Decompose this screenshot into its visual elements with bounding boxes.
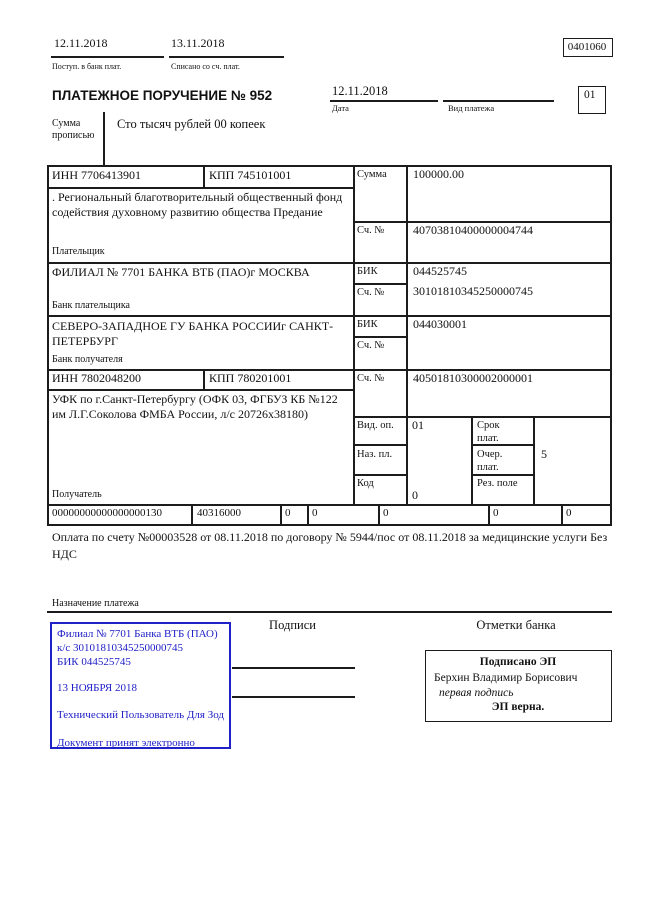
payee-bank-bik-value: 044030001 bbox=[413, 317, 467, 331]
bank-marks-label: Отметки банка bbox=[476, 618, 556, 632]
op-type-label: Вид. оп. bbox=[357, 420, 394, 431]
payee-label: Получатель bbox=[52, 489, 102, 500]
table-line bbox=[169, 56, 284, 58]
payer-bank-account-value: 30101810345250000745 bbox=[413, 284, 533, 298]
debited-date-label: Списано со сч. плат. bbox=[171, 62, 240, 71]
field-105-oktmo: 40316000 bbox=[197, 507, 241, 519]
field-106: 0 bbox=[285, 507, 291, 519]
stamp-bank-name: Филиал № 7701 Банка ВТБ (ПАО) bbox=[57, 628, 218, 640]
table-line bbox=[353, 416, 612, 418]
op-type-value: 01 bbox=[412, 418, 424, 432]
payee-kpp: КПП 780201001 bbox=[209, 371, 292, 385]
date-label: Дата bbox=[332, 103, 349, 113]
form-code-box bbox=[563, 38, 613, 57]
stamp-date: 13 НОЯБРЯ 2018 bbox=[57, 682, 138, 694]
table-line bbox=[280, 504, 282, 526]
payee-inn: ИНН 7802048200 bbox=[52, 371, 141, 385]
payer-kpp: КПП 745101001 bbox=[209, 168, 292, 182]
table-line bbox=[353, 444, 408, 446]
payer-bank-bik-label: БИК bbox=[357, 266, 378, 277]
table-line bbox=[47, 315, 612, 317]
payer-name: . Региональный благотворительный общественный фонд содействия духовному развитию общества Предание bbox=[52, 190, 343, 219]
payer-label: Плательщик bbox=[52, 246, 105, 257]
payer-bank-name: ФИЛИАЛ № 7701 БАНКА ВТБ (ПАО)г МОСКВА bbox=[52, 265, 310, 279]
purpose-text: Оплата по счету №00003528 от 08.11.2018 по договору № 5944/пос от 08.11.2018 за медицинские услуги Без НДС bbox=[52, 530, 608, 561]
priority-label: Очер. плат. bbox=[477, 449, 503, 473]
table-line bbox=[561, 504, 563, 526]
payer-account-value: 40703810400000004744 bbox=[413, 223, 533, 237]
table-line bbox=[191, 504, 193, 526]
payment-kind-label: Вид платежа bbox=[448, 103, 495, 113]
table-line bbox=[51, 56, 164, 58]
bank-stamp-box bbox=[50, 622, 231, 749]
table-line bbox=[47, 165, 49, 526]
payee-bank-label: Банк получателя bbox=[52, 354, 123, 365]
field-107: 0 bbox=[312, 507, 318, 519]
stamp-bik: БИК 044525745 bbox=[57, 656, 131, 668]
signer-name: Берхин Владимир Борисович bbox=[434, 672, 578, 684]
bank-marks-box bbox=[425, 650, 612, 722]
payer-account-label: Сч. № bbox=[357, 225, 385, 236]
purpose-label: Назначение платежа bbox=[52, 598, 139, 609]
document-date: 12.11.2018 bbox=[332, 84, 388, 98]
stamp-user: Технический Пользователь Для Зод bbox=[57, 709, 225, 721]
signature-line bbox=[232, 696, 355, 698]
table-line bbox=[47, 165, 612, 167]
payee-account-label: Сч. № bbox=[357, 373, 385, 384]
amount-label: Сумма bbox=[357, 169, 387, 180]
signature-kind: первая подпись bbox=[439, 687, 514, 699]
field-109: 0 bbox=[493, 507, 499, 519]
signature-line bbox=[232, 667, 355, 669]
status-code-box bbox=[578, 86, 606, 114]
table-line bbox=[610, 165, 612, 526]
table-line bbox=[203, 165, 205, 189]
table-line bbox=[378, 504, 380, 526]
table-line bbox=[488, 504, 490, 526]
table-line bbox=[47, 504, 612, 506]
field-108: 0 bbox=[383, 507, 389, 519]
amount-words-label: Сумма прописью bbox=[52, 118, 95, 142]
table-line bbox=[203, 369, 205, 391]
payee-name: УФК по г.Санкт-Петербургу (ОФК 03, ФГБУЗ КБ №122 им Л.Г.Соколова ФМБА России, л/с 20726х38180) bbox=[52, 392, 338, 421]
form-code: 0401060 bbox=[567, 41, 607, 53]
table-line bbox=[47, 524, 612, 526]
table-line bbox=[353, 474, 408, 476]
payee-bank-account-label: Сч. № bbox=[357, 340, 385, 351]
signatures-label: Подписи bbox=[269, 618, 316, 632]
table-line bbox=[47, 611, 612, 613]
table-line bbox=[47, 262, 612, 264]
amount-words-value: Сто тысяч рублей 00 копеек bbox=[117, 117, 266, 131]
signature-verified: ЭП верна. bbox=[491, 701, 545, 713]
payer-bank-account-label: Сч. № bbox=[357, 287, 385, 298]
payer-bank-label: Банк плательщика bbox=[52, 300, 130, 311]
code-value: 0 bbox=[412, 488, 418, 502]
table-line bbox=[330, 100, 438, 102]
code-label: Код bbox=[357, 478, 374, 489]
table-line bbox=[471, 416, 473, 506]
table-line bbox=[47, 389, 355, 391]
debited-date: 13.11.2018 bbox=[171, 36, 225, 50]
status-code: 01 bbox=[584, 89, 596, 101]
signed-title: Подписано ЭП bbox=[479, 656, 557, 668]
table-line bbox=[443, 100, 554, 102]
payment-basis-label: Наз. пл. bbox=[357, 449, 393, 460]
table-line bbox=[103, 112, 105, 165]
table-line bbox=[353, 283, 408, 285]
stamp-corr-account: к/с 30101810345250000745 bbox=[57, 642, 184, 654]
priority-value: 5 bbox=[541, 447, 547, 461]
payer-inn: ИНН 7706413901 bbox=[52, 168, 141, 182]
table-line bbox=[47, 187, 355, 189]
table-line bbox=[533, 416, 535, 506]
amount-value: 100000.00 bbox=[413, 167, 464, 181]
payee-bank-name: СЕВЕРО-ЗАПАДНОЕ ГУ БАНКА РОССИИг САНКТ-ПЕТЕРБУРГ bbox=[52, 319, 334, 348]
received-date-label: Поступ. в банк плат. bbox=[52, 62, 122, 71]
stamp-accepted: Документ принят электронно bbox=[57, 737, 195, 749]
field-104-kbk: 00000000000000000130 bbox=[52, 507, 162, 519]
payee-bank-bik-label: БИК bbox=[357, 319, 378, 330]
field-110: 0 bbox=[566, 507, 572, 519]
payee-account-value: 40501810300002000001 bbox=[413, 371, 533, 385]
document-title: ПЛАТЕЖНОЕ ПОРУЧЕНИЕ № 952 bbox=[52, 88, 273, 103]
table-line bbox=[307, 504, 309, 526]
due-date-label: Срок плат. bbox=[477, 420, 500, 444]
received-date: 12.11.2018 bbox=[54, 36, 108, 50]
table-line bbox=[353, 336, 408, 338]
payer-bank-bik-value: 044525745 bbox=[413, 264, 467, 278]
reserve-field-label: Рез. поле bbox=[477, 478, 518, 489]
